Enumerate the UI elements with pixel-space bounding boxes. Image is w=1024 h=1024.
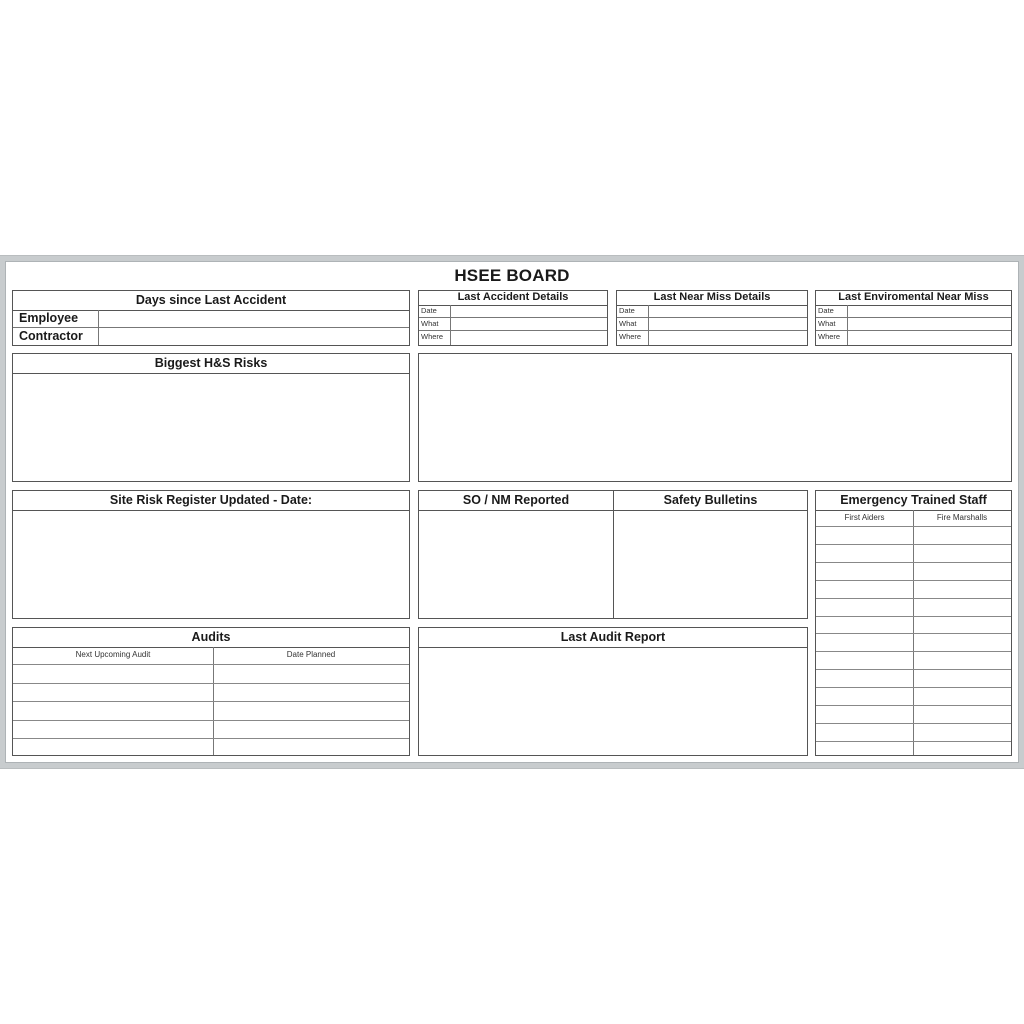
audits-panel bbox=[12, 627, 410, 756]
detail-row bbox=[617, 331, 807, 345]
detail-row bbox=[419, 331, 607, 345]
date-planned-column-header: Date Planned bbox=[286, 650, 336, 659]
staff-row-line bbox=[816, 562, 1011, 563]
safety-bulletins-heading: Safety Bulletins bbox=[614, 491, 807, 511]
detail-row bbox=[419, 318, 607, 331]
audit-row-line bbox=[13, 738, 409, 739]
audit-row-line bbox=[13, 683, 409, 684]
last-accident-panel bbox=[418, 290, 608, 346]
last-env-near-miss-heading: Last Enviromental Near Miss bbox=[816, 291, 1011, 306]
last-near-miss-heading: Last Near Miss Details bbox=[617, 291, 807, 306]
next-upcoming-audit-column-header: Next Upcoming Audit bbox=[75, 650, 151, 659]
site-risk-register-panel bbox=[12, 490, 410, 619]
detail-row bbox=[419, 305, 607, 318]
date-label: Date bbox=[617, 305, 649, 317]
detail-row bbox=[617, 318, 807, 331]
days-employee-row bbox=[13, 310, 409, 328]
last-audit-report-panel bbox=[418, 627, 808, 756]
staff-row-line bbox=[816, 651, 1011, 652]
where-label: Where bbox=[419, 331, 451, 345]
where-label: Where bbox=[617, 331, 649, 345]
what-label: What bbox=[617, 318, 649, 330]
date-label: Date bbox=[816, 305, 848, 317]
so-nm-reported-panel bbox=[418, 490, 614, 619]
audit-row-line bbox=[13, 664, 409, 665]
audit-row-line bbox=[13, 720, 409, 721]
audit-row-line bbox=[13, 701, 409, 702]
safety-bulletins-panel bbox=[613, 490, 808, 619]
so-nm-heading: SO / NM Reported bbox=[419, 491, 613, 511]
fire-marshalls-column-header: Fire Marshalls bbox=[936, 513, 988, 522]
staff-row-line bbox=[816, 598, 1011, 599]
staff-row-line bbox=[816, 544, 1011, 545]
biggest-risks-heading: Biggest H&S Risks bbox=[13, 354, 409, 374]
last-near-miss-panel bbox=[616, 290, 808, 346]
staff-row-line bbox=[816, 526, 1011, 527]
staff-row-line bbox=[816, 580, 1011, 581]
last-environmental-near-miss-panel bbox=[815, 290, 1012, 346]
detail-row bbox=[816, 305, 1011, 318]
staff-row-line bbox=[816, 669, 1011, 670]
staff-row-line bbox=[816, 633, 1011, 634]
site-risk-heading: Site Risk Register Updated - Date: bbox=[13, 491, 409, 511]
days-contractor-row bbox=[13, 328, 409, 345]
days-since-accident-panel bbox=[12, 290, 410, 346]
staff-row-line bbox=[816, 705, 1011, 706]
board-title: HSEE BOARD bbox=[454, 266, 570, 285]
emergency-trained-staff-panel bbox=[815, 490, 1012, 756]
days-since-heading: Days since Last Accident bbox=[13, 291, 409, 311]
first-aiders-column-header: First Aiders bbox=[844, 513, 885, 522]
staff-row-line bbox=[816, 723, 1011, 724]
what-label: What bbox=[419, 318, 451, 330]
what-label: What bbox=[816, 318, 848, 330]
last-accident-heading: Last Accident Details bbox=[419, 291, 607, 306]
biggest-risks-panel bbox=[12, 353, 410, 482]
detail-row bbox=[617, 305, 807, 318]
date-label: Date bbox=[419, 305, 451, 317]
last-audit-report-heading: Last Audit Report bbox=[419, 628, 807, 648]
detail-row bbox=[816, 331, 1011, 345]
audits-heading: Audits bbox=[13, 628, 409, 648]
employee-label: Employee bbox=[13, 310, 99, 327]
staff-row-line bbox=[816, 616, 1011, 617]
blank-notes-panel bbox=[418, 353, 1012, 482]
emergency-heading: Emergency Trained Staff bbox=[816, 491, 1011, 511]
detail-row bbox=[816, 318, 1011, 331]
staff-row-line bbox=[816, 687, 1011, 688]
where-label: Where bbox=[816, 331, 848, 345]
contractor-label: Contractor bbox=[13, 328, 99, 345]
staff-row-line bbox=[816, 741, 1011, 742]
